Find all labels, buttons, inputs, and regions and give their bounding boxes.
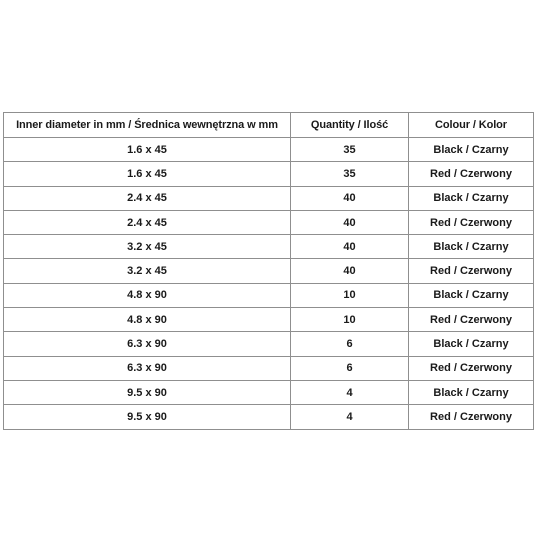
cell-quantity: 40: [291, 210, 409, 234]
cell-colour: Red / Czerwony: [409, 162, 534, 186]
cell-diameter: 1.6 x 45: [4, 138, 291, 162]
cell-colour: Black / Czarny: [409, 235, 534, 259]
table-row: [4, 235, 534, 259]
cell-quantity: 35: [291, 138, 409, 162]
cell-colour: Red / Czerwony: [409, 356, 534, 380]
cell-diameter: 4.8 x 90: [4, 283, 291, 307]
table-row: [4, 308, 534, 332]
table-row: [4, 283, 534, 307]
table-row: [4, 356, 534, 380]
cell-diameter: 6.3 x 90: [4, 332, 291, 356]
table-row: [4, 138, 534, 162]
table-body: [4, 138, 534, 430]
cell-quantity: 6: [291, 356, 409, 380]
cell-quantity: 4: [291, 380, 409, 404]
table-row: [4, 162, 534, 186]
cell-colour: Red / Czerwony: [409, 405, 534, 429]
table-row: [4, 210, 534, 234]
table-row: [4, 405, 534, 429]
spec-table: [3, 112, 534, 430]
cell-colour: Red / Czerwony: [409, 308, 534, 332]
cell-quantity: 40: [291, 235, 409, 259]
cell-colour: Red / Czerwony: [409, 259, 534, 283]
cell-diameter: 3.2 x 45: [4, 235, 291, 259]
cell-colour: Black / Czarny: [409, 138, 534, 162]
table-row: [4, 186, 534, 210]
cell-diameter: 9.5 x 90: [4, 405, 291, 429]
cell-quantity: 40: [291, 186, 409, 210]
cell-diameter: 4.8 x 90: [4, 308, 291, 332]
cell-colour: Black / Czarny: [409, 332, 534, 356]
table-row: [4, 332, 534, 356]
cell-diameter: 3.2 x 45: [4, 259, 291, 283]
cell-colour: Black / Czarny: [409, 283, 534, 307]
cell-diameter: 1.6 x 45: [4, 162, 291, 186]
cell-quantity: 35: [291, 162, 409, 186]
cell-diameter: 9.5 x 90: [4, 380, 291, 404]
header-row: [4, 113, 534, 138]
cell-colour: Black / Czarny: [409, 380, 534, 404]
cell-quantity: 6: [291, 332, 409, 356]
cell-colour: Red / Czerwony: [409, 210, 534, 234]
cell-quantity: 10: [291, 283, 409, 307]
cell-quantity: 10: [291, 308, 409, 332]
header-inner-diameter: Inner diameter in mm / Średnica wewnętrzna w mm: [4, 113, 291, 138]
cell-diameter: 6.3 x 90: [4, 356, 291, 380]
table-row: [4, 380, 534, 404]
cell-diameter: 2.4 x 45: [4, 186, 291, 210]
cell-quantity: 40: [291, 259, 409, 283]
cell-colour: Black / Czarny: [409, 186, 534, 210]
cell-quantity: 4: [291, 405, 409, 429]
header-colour: Colour / Kolor: [409, 113, 534, 138]
table-header: [4, 113, 534, 138]
cell-diameter: 2.4 x 45: [4, 210, 291, 234]
header-quantity: Quantity / Ilość: [291, 113, 409, 138]
table-row: [4, 259, 534, 283]
